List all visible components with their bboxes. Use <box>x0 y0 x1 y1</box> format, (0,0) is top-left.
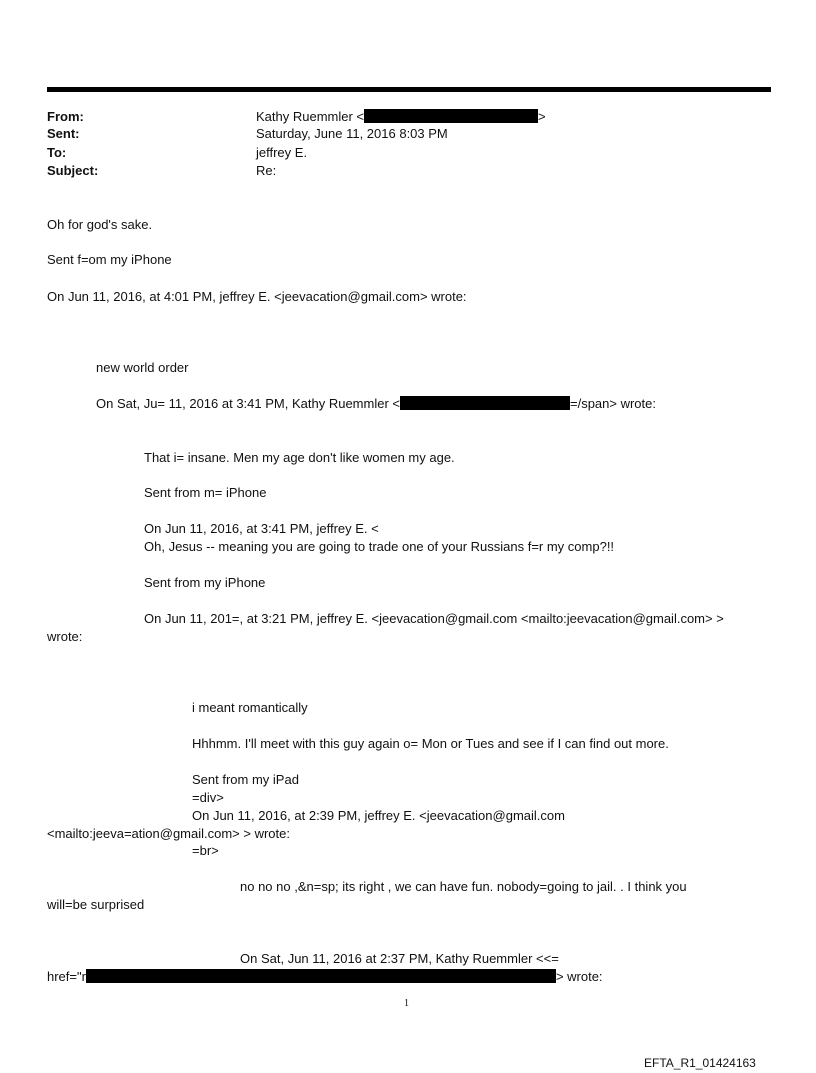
redaction-box <box>86 969 556 983</box>
subject-value: Re: <box>256 163 277 178</box>
quote-line: On Jun 11, 2016, at 2:39 PM, jeffrey E. <jeevacation@gmail.com <box>192 808 565 823</box>
quote-line: Sent from my iPhone <box>144 575 266 590</box>
quote-line: On Sat, Ju= 11, 2016 at 3:41 PM, Kathy Ruemmler < =/span> wrote: <box>96 396 656 411</box>
quote-line: On Sat, Jun 11, 2016 at 2:37 PM, Kathy Ruemmler <<= <box>240 951 559 966</box>
quote-line: i meant romantically <box>192 700 308 715</box>
quote-line-wrap: href="r > wrote: <box>47 969 603 984</box>
header-rule <box>47 87 771 92</box>
to-value: jeffrey E. <box>256 145 308 160</box>
quote-line: new world order <box>96 360 189 375</box>
quote-line: =br> <box>192 843 219 858</box>
sent-label: Sent: <box>47 126 80 141</box>
quote-line: On Jun 11, 2016, at 3:41 PM, jeffrey E. < <box>144 521 379 536</box>
quote-line: Hhhmm. I'll meet with this guy again o= Mon or Tues and see if I can find out more. <box>192 736 669 751</box>
quote-line: On Jun 11, 201=, at 3:21 PM, jeffrey E. <jeevacation@gmail.com <mailto:jeevacation@gmail.com> > <box>144 611 724 626</box>
redaction-box <box>400 396 570 410</box>
quote-line: That i= insane. Men my age don't like women my age. <box>144 450 455 465</box>
quote-line: no no no ,&n=sp; its right , we can have fun. nobody=going to jail. . I think you <box>240 879 687 894</box>
subject-label: Subject: <box>47 163 99 178</box>
body-line: Oh for god's sake. <box>47 217 153 232</box>
body-line: On Jun 11, 2016, at 4:01 PM, jeffrey E. <jeevacation@gmail.com> wrote: <box>47 289 467 304</box>
quote-line-wrap: will=be surprised <box>47 897 145 912</box>
quote-line: Oh, Jesus -- meaning you are going to trade one of your Russians f=r my comp?!! <box>144 539 615 554</box>
quote-line-wrap: wrote: <box>47 629 83 644</box>
from-label: From: <box>47 109 84 124</box>
quote-line: =div> <box>192 790 224 805</box>
quote-line: Sent from my iPad <box>192 772 299 787</box>
quote-line: Sent from m= iPhone <box>144 485 267 500</box>
document-id: EFTA_R1_01424163 <box>644 1056 756 1070</box>
quote-line-wrap: <mailto:jeeva=ation@gmail.com> > wrote: <box>47 826 290 841</box>
from-value <box>256 109 546 125</box>
from-close: > <box>538 109 546 124</box>
sent-value: Saturday, June 11, 2016 8:03 PM <box>256 126 448 141</box>
from-name: Kathy Ruemmler < <box>256 109 365 124</box>
to-label: To: <box>47 145 67 160</box>
body-line: Sent f=om my iPhone <box>47 252 172 267</box>
page-number: 1 <box>404 998 409 1009</box>
redaction-box <box>364 109 538 123</box>
